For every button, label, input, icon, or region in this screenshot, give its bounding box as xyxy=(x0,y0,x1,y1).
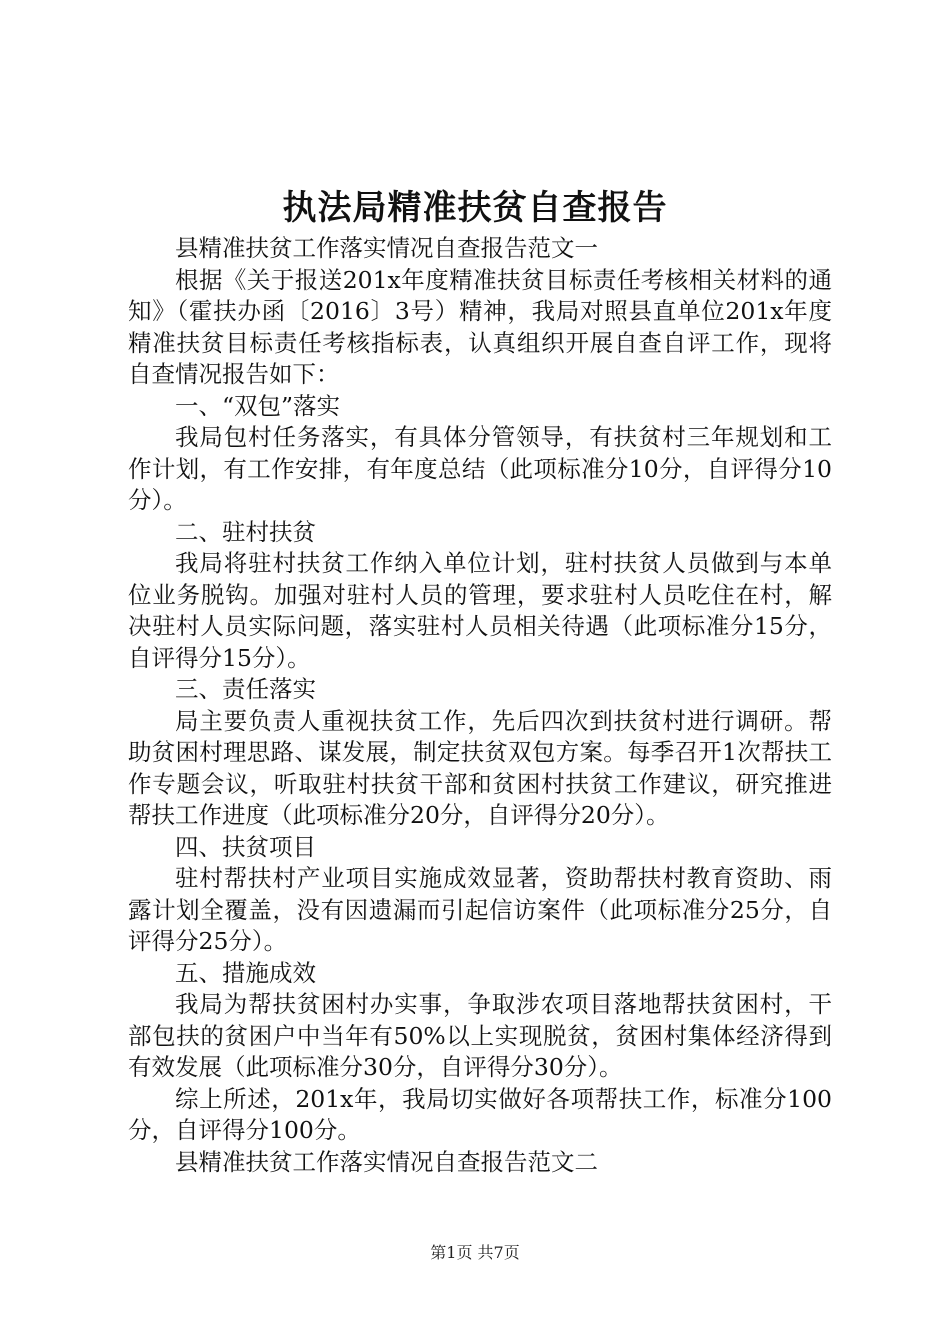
paragraph-section-1: 我局包村任务落实，有具体分管领导，有扶贫村三年规划和工作计划，有工作安排，有年度总结（此项标准分10分，自评得分10分）。 xyxy=(128,423,832,514)
paragraph-summary: 综上所述，201x年，我局切实做好各项帮扶工作，标准分100分，自评得分100分。 xyxy=(128,1084,832,1144)
paragraph-subtitle-2: 县精准扶贫工作落实情况自查报告范文二 xyxy=(175,1147,598,1176)
paragraph-intro: 根据《关于报送201x年度精准扶贫目标责任考核相关材料的通知》（霍扶办函〔2016〕3号）精神，我局对照县直单位201x年度精准扶贫目标责任考核指标表，认真组织开展自查自评工作，现将自查情况报告如下： xyxy=(128,265,832,388)
section-heading-2: 二、驻村扶贫 xyxy=(175,517,316,546)
section-heading-3: 三、责任落实 xyxy=(175,675,316,703)
paragraph-section-2: 我局将驻村扶贫工作纳入单位计划，驻村扶贫人员做到与本单位业务脱钩。加强对驻村人员的管理，要求驻村人员吃住在村，解决驻村人员实际问题，落实驻村人员相关待遇（此项标准分15分，自评得分15分）。 xyxy=(128,549,832,672)
page-number-footer: 第1页 共7页 xyxy=(430,1243,520,1262)
document-title: 执法局精准扶贫自查报告 xyxy=(282,188,668,228)
section-heading-1: 一、“双包”落实 xyxy=(175,391,341,420)
section-heading-5: 五、措施成效 xyxy=(175,958,316,987)
paragraph-subtitle-1: 县精准扶贫工作落实情况自查报告范文一 xyxy=(175,234,598,262)
section-heading-4: 四、扶贫项目 xyxy=(175,832,316,861)
paragraph-section-4: 驻村帮扶村产业项目实施成效显著，资助帮扶村教育资助、雨露计划全覆盖，没有因遗漏而引起信访案件（此项标准分25分，自评得分25分）。 xyxy=(128,864,832,955)
paragraph-section-5: 我局为帮扶贫困村办实事，争取涉农项目落地帮扶贫困村，干部包扶的贫困户中当年有50%以上实现脱贫，贫困村集体经济得到有效发展（此项标准分30分，自评得分30分）。 xyxy=(128,990,832,1081)
paragraph-section-3: 局主要负责人重视扶贫工作，先后四次到扶贫村进行调研。帮助贫困村理思路、谋发展，制定扶贫双包方案。每季召开1次帮扶工作专题会议，听取驻村扶贫干部和贫困村扶贫工作建议，研究推进帮扶工作进度（此项标准分20分，自评得分20分）。 xyxy=(128,706,832,829)
document-body xyxy=(128,233,832,1178)
